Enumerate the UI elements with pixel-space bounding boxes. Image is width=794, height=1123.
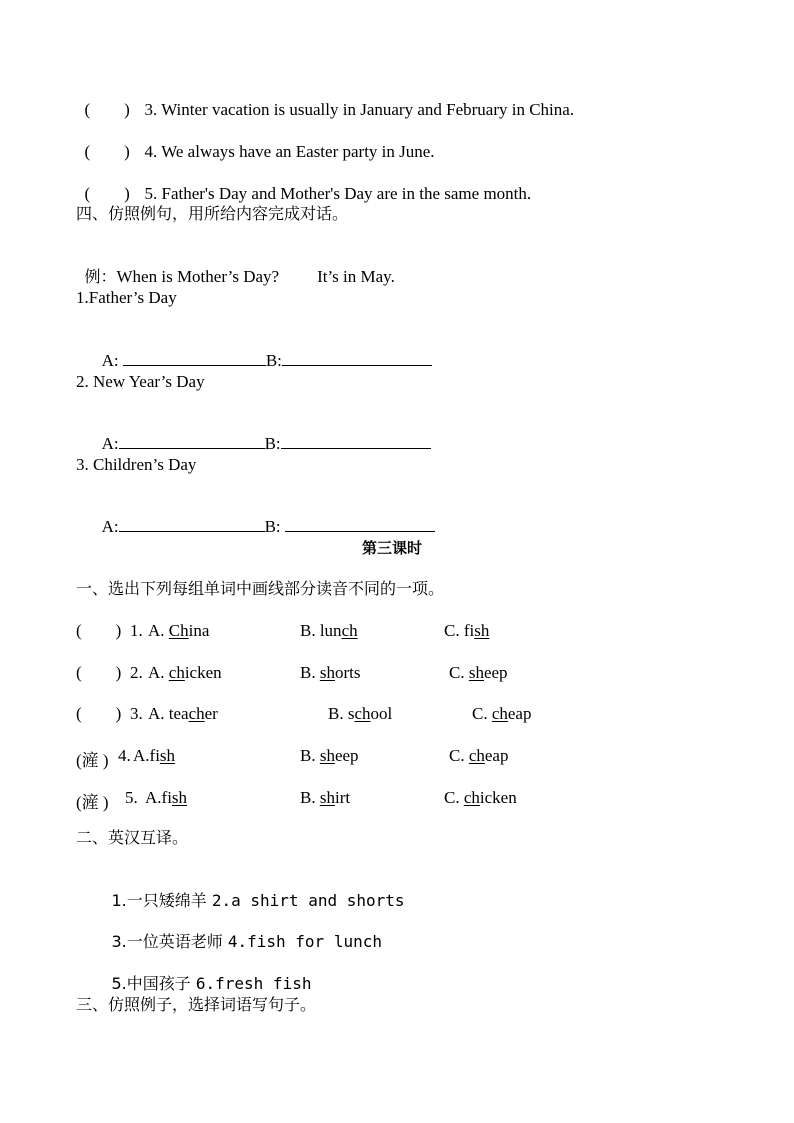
dialog-2-row <box>94 414 431 454</box>
option-a: A. teacher <box>148 704 218 723</box>
option-b: B. shorts <box>300 663 361 682</box>
dialog-2-label: 2. New Year’s Day <box>76 372 205 391</box>
part3-heading: 三、仿照例子，选择词语写句子。 <box>76 995 317 1014</box>
option-b: B. school <box>328 704 393 723</box>
a-label: A: <box>101 434 119 453</box>
row-number: 5. <box>125 788 138 807</box>
b-label: B: <box>264 434 281 453</box>
option-c: C. chicken <box>444 788 517 807</box>
option-c: C. cheap <box>472 704 532 723</box>
answer-blank-b[interactable] <box>282 351 432 366</box>
tf-item-4 <box>76 122 435 162</box>
chinese-phrase: 5.中国孩子 <box>111 974 196 993</box>
row-number: 1. <box>130 621 143 640</box>
answer-blank-b[interactable] <box>285 517 435 532</box>
option-a: A.fish <box>133 746 176 765</box>
answer-paren[interactable]: (滻 ) <box>76 793 109 812</box>
example-question: When is Mother’s Day? <box>116 267 280 286</box>
answer-blank-b[interactable] <box>281 434 431 449</box>
b-label: B: <box>265 351 282 370</box>
answer-paren[interactable]: (滻 ) <box>76 751 109 770</box>
example-prefix: 例： <box>84 267 117 286</box>
answer-paren[interactable]: ( ) <box>76 621 122 640</box>
translation-line-1 <box>103 871 405 911</box>
answer-paren[interactable]: ( ) <box>76 704 122 723</box>
row-number: 4. <box>118 746 131 765</box>
tf-item-text: 3. Winter vacation is usually in January and February in China. <box>144 100 575 119</box>
option-b: B. lunch <box>300 621 358 640</box>
tf-item-3 <box>76 80 574 120</box>
english-phrase: 2.a shirt and shorts <box>211 891 405 910</box>
english-phrase: 6.fresh fish <box>195 974 312 993</box>
option-c: C. sheep <box>449 663 508 682</box>
option-b: B. shirt <box>300 788 351 807</box>
option-c: C. cheap <box>449 746 509 765</box>
row-number: 2. <box>130 663 143 682</box>
tf-item-text: 4. We always have an Easter party in June. <box>144 142 435 161</box>
answer-blank-a[interactable] <box>119 434 265 449</box>
chinese-phrase: 3.一位英语老师 <box>111 932 228 951</box>
answer-blank-a[interactable] <box>123 351 266 366</box>
part2-heading: 二、英汉互译。 <box>76 828 189 847</box>
option-a: A. chicken <box>148 663 222 682</box>
tf-item-text: 5. Father's Day and Mother's Day are in the same month. <box>144 184 532 203</box>
dialog-3-row <box>94 497 435 537</box>
english-phrase: 4.fish for lunch <box>227 932 382 951</box>
answer-paren[interactable]: ( ) <box>84 100 130 119</box>
option-a: A. China <box>148 621 210 640</box>
lesson-title: 第三课时 <box>362 539 423 557</box>
option-a: A.fish <box>145 788 188 807</box>
a-label: A: <box>101 351 123 370</box>
a-label: A: <box>101 517 119 536</box>
translation-line-3 <box>103 954 311 994</box>
section4-heading: 四、仿照例句，用所给内容完成对话。 <box>76 204 349 223</box>
example-line <box>76 247 395 287</box>
tf-item-5 <box>76 164 531 204</box>
answer-blank-a[interactable] <box>119 517 265 532</box>
chinese-phrase: 1.一只矮绵羊 <box>111 891 212 910</box>
b-label: B: <box>264 517 285 536</box>
dialog-1-row <box>94 331 432 371</box>
answer-paren[interactable]: ( ) <box>76 663 122 682</box>
answer-paren[interactable]: ( ) <box>84 184 130 203</box>
part1-heading: 一、选出下列每组单词中画线部分读音不同的一项。 <box>76 579 445 598</box>
option-b: B. sheep <box>300 746 359 765</box>
option-c: C. fish <box>444 621 490 640</box>
translation-line-2 <box>103 912 382 952</box>
answer-paren[interactable]: ( ) <box>84 142 130 161</box>
dialog-1-label: 1.Father’s Day <box>76 288 177 307</box>
row-number: 3. <box>130 704 143 723</box>
example-answer: It’s in May. <box>317 267 395 286</box>
dialog-3-label: 3. Children’s Day <box>76 455 197 474</box>
